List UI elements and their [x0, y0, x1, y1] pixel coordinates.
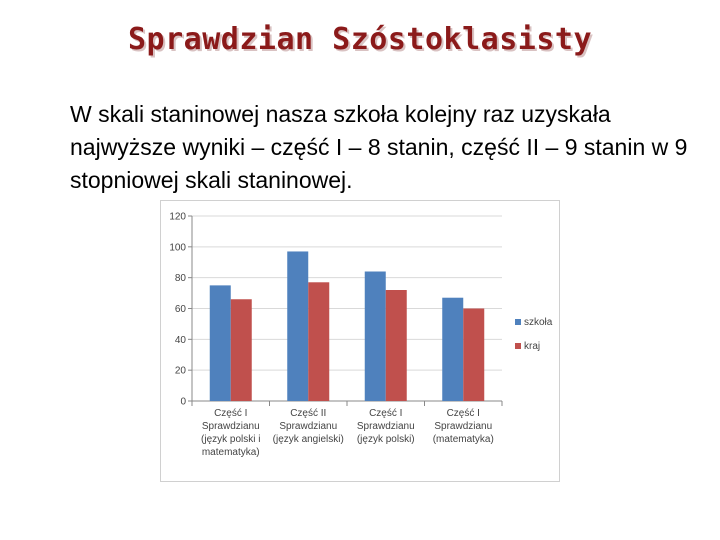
legend-swatch-kraj	[515, 343, 521, 349]
x-category-label: (język polski i	[201, 434, 261, 445]
y-tick-label: 0	[180, 396, 186, 408]
bar-szkoła	[365, 272, 386, 402]
bar-szkoła	[287, 251, 308, 401]
x-category-label: (język polski)	[356, 434, 415, 445]
x-category-label: Część I	[369, 408, 403, 419]
y-tick-label: 120	[169, 211, 186, 223]
bar-kraj	[386, 290, 407, 401]
y-tick-label: 20	[174, 365, 186, 377]
x-category-label: (matematyka)	[432, 434, 494, 445]
x-category-label: Sprawdzianu	[356, 421, 415, 432]
bar-kraj	[308, 282, 329, 401]
y-tick-label: 40	[174, 334, 186, 346]
x-category-label: matematyka)	[201, 447, 260, 458]
bar-szkoła	[442, 298, 463, 401]
slide-title: Sprawdzian Szóstoklasisty	[127, 22, 593, 57]
bar-kraj	[231, 299, 252, 401]
x-category-label: Część II	[290, 408, 327, 419]
chart-svg	[160, 200, 560, 482]
bar-kraj	[463, 309, 484, 402]
y-tick-label: 100	[169, 242, 186, 254]
legend-label: kraj	[524, 341, 541, 352]
x-category-label: Sprawdzianu	[279, 421, 338, 432]
x-category-label: Sprawdzianu	[201, 421, 260, 432]
legend-swatch-szkoła	[515, 319, 521, 325]
y-tick-label: 60	[174, 304, 186, 315]
x-category-label: Sprawdzianu	[434, 421, 493, 432]
slide-paragraph: W skali staninowej nasza szkoła kolejny raz uzyskała najwyższe wyniki – część I – 8 stanin, część II – 9 stanin w 9 stopniowej skali staninowej.	[70, 101, 688, 193]
x-category-label: Część I	[214, 408, 248, 419]
x-category-label: (język angielski)	[272, 434, 344, 445]
bar-chart	[160, 200, 560, 482]
legend-label: szkoła	[524, 317, 553, 328]
y-tick-label: 80	[174, 273, 186, 285]
bar-szkoła	[210, 285, 231, 401]
x-category-label: Część I	[446, 408, 480, 419]
